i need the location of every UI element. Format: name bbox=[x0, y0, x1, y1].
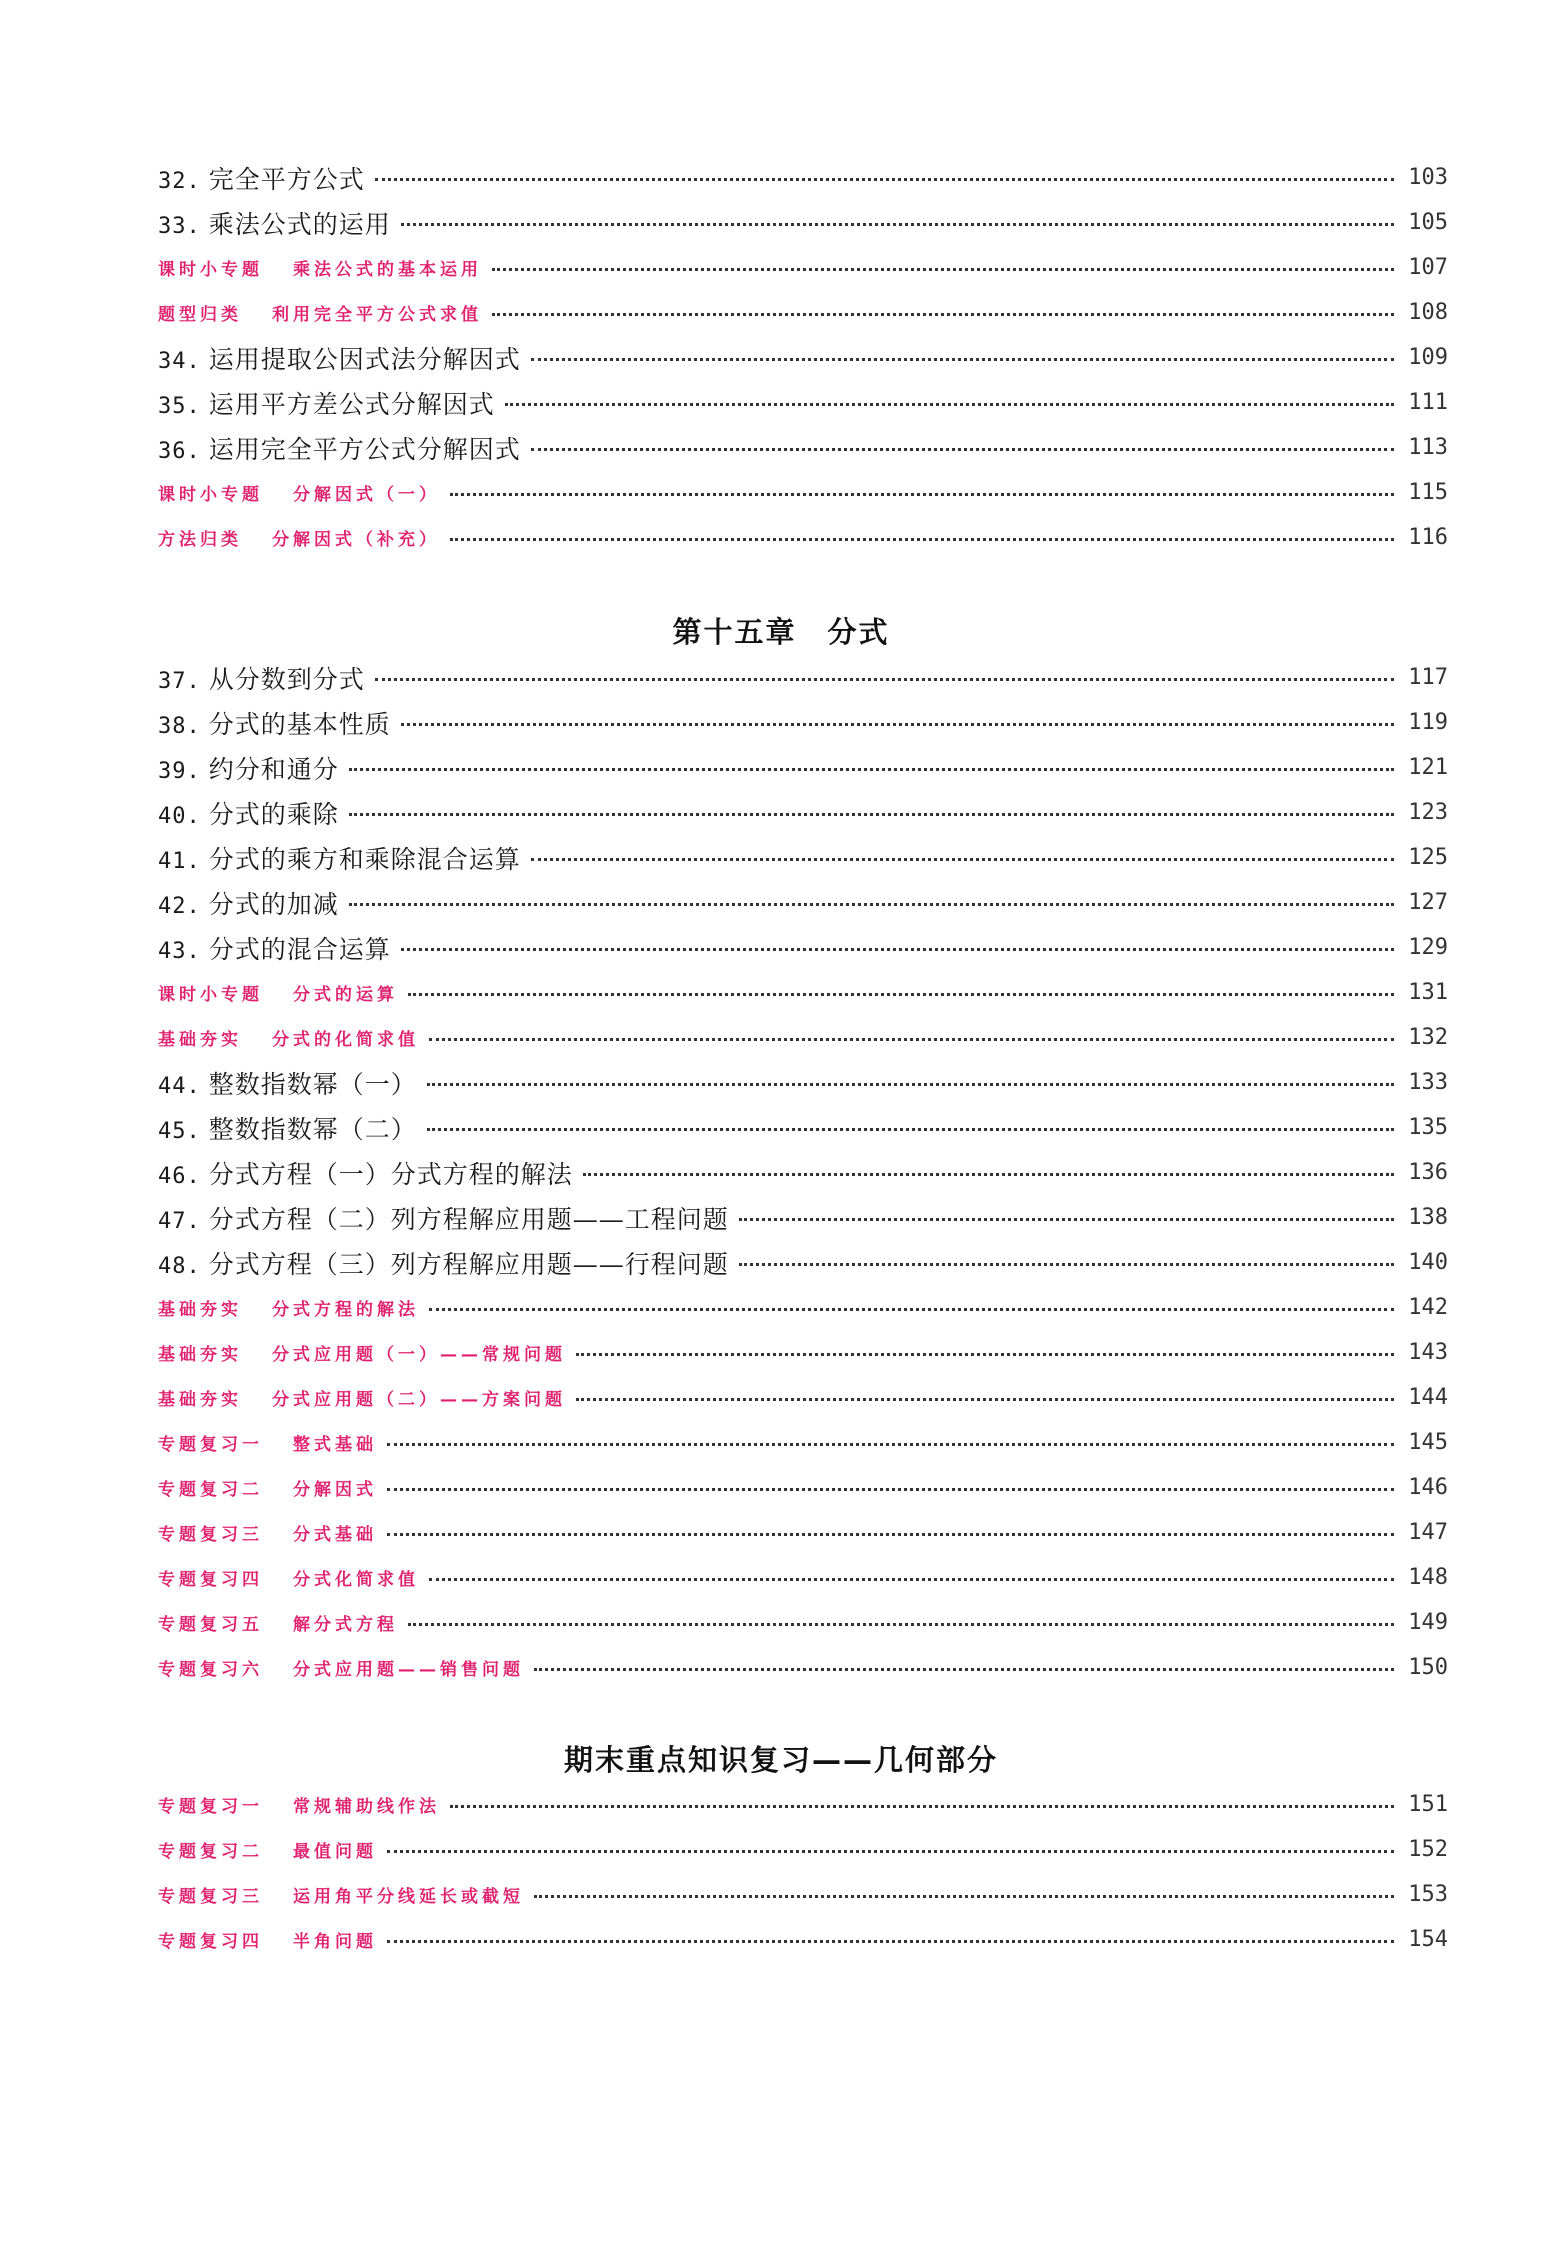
toc-entry-text: 解分式方程 bbox=[293, 1615, 398, 1635]
toc-entry-label: 专题复习二 bbox=[158, 1480, 263, 1500]
toc-entry-text: 分式的乘除 bbox=[208, 799, 339, 829]
dot-leader bbox=[739, 1218, 1394, 1221]
toc-entry-title bbox=[158, 480, 440, 505]
toc-entry-title bbox=[158, 1792, 440, 1817]
toc-entry[interactable] bbox=[158, 880, 1448, 925]
dot-leader bbox=[387, 1488, 1394, 1491]
toc-entry[interactable] bbox=[158, 745, 1448, 790]
dot-leader bbox=[583, 1173, 1394, 1176]
toc-entry[interactable] bbox=[158, 1782, 1448, 1827]
toc-section-algebra bbox=[158, 155, 1448, 560]
dot-leader bbox=[576, 1353, 1394, 1356]
dot-leader bbox=[375, 678, 1394, 681]
toc-page-number: 116 bbox=[1408, 525, 1448, 550]
toc-page-number: 144 bbox=[1408, 1385, 1448, 1410]
toc-entry-text: 完全平方公式 bbox=[208, 164, 365, 194]
toc-entry-title bbox=[158, 255, 482, 280]
toc-entry[interactable] bbox=[158, 425, 1448, 470]
toc-entry-text: 整数指数幂（二） bbox=[208, 1114, 417, 1144]
toc-entry-number: 38. bbox=[158, 713, 201, 739]
toc-entry-title bbox=[158, 1882, 524, 1907]
toc-entry-label: 课时小专题 bbox=[158, 260, 263, 280]
toc-entry-text: 最值问题 bbox=[293, 1842, 377, 1862]
toc-page-number: 153 bbox=[1408, 1882, 1448, 1907]
toc-page-number: 103 bbox=[1408, 165, 1448, 190]
toc-entry-text: 利用完全平方公式求值 bbox=[272, 305, 482, 325]
toc-entry-title bbox=[158, 205, 391, 241]
toc-entry-text: 分式应用题——销售问题 bbox=[293, 1660, 524, 1680]
toc-entry-title bbox=[158, 980, 398, 1005]
toc-entry-text: 分式方程（一）分式方程的解法 bbox=[208, 1159, 573, 1189]
toc-entry-text: 分解因式（一） bbox=[293, 485, 440, 505]
toc-entry-number: 47. bbox=[158, 1208, 201, 1234]
toc-entry-text: 分式的基本性质 bbox=[208, 709, 391, 739]
toc-entry-title bbox=[158, 1430, 377, 1455]
toc-entry-text: 分式的加减 bbox=[208, 889, 339, 919]
toc-entry-number: 34. bbox=[158, 348, 201, 374]
toc-entry-text: 整数指数幂（一） bbox=[208, 1069, 417, 1099]
toc-entry-title bbox=[158, 1837, 377, 1862]
toc-entry-title bbox=[158, 525, 440, 550]
toc-page-number: 154 bbox=[1408, 1927, 1448, 1952]
toc-page-number: 143 bbox=[1408, 1340, 1448, 1365]
toc-entry-label: 专题复习二 bbox=[158, 1842, 263, 1862]
toc-entry-label: 专题复习三 bbox=[158, 1525, 263, 1545]
dot-leader bbox=[531, 448, 1394, 451]
toc-entry-text: 分式化简求值 bbox=[293, 1570, 419, 1590]
toc-entry-text: 运用平方差公式分解因式 bbox=[208, 389, 495, 419]
toc-entry[interactable] bbox=[158, 200, 1448, 245]
toc-entry-number: 46. bbox=[158, 1163, 201, 1189]
toc-entry-text: 分式的运算 bbox=[293, 985, 398, 1005]
toc-entry[interactable] bbox=[158, 1555, 1448, 1600]
toc-entry-label: 专题复习四 bbox=[158, 1570, 263, 1590]
toc-entry[interactable] bbox=[158, 790, 1448, 835]
dot-leader bbox=[387, 1533, 1394, 1536]
toc-entry-title bbox=[158, 1200, 729, 1236]
toc-entry-label: 题型归类 bbox=[158, 305, 242, 325]
toc-page-number: 140 bbox=[1408, 1250, 1448, 1275]
toc-page-number: 136 bbox=[1408, 1160, 1448, 1185]
dot-leader bbox=[387, 1940, 1394, 1943]
chapter-heading: 第十五章 分式 bbox=[672, 615, 890, 649]
toc-entry-title bbox=[158, 660, 365, 696]
dot-leader bbox=[401, 223, 1394, 226]
toc-entry[interactable] bbox=[158, 1195, 1448, 1240]
toc-entry[interactable] bbox=[158, 1015, 1448, 1060]
dot-leader bbox=[401, 948, 1394, 951]
toc-entry-title bbox=[158, 300, 482, 325]
toc-entry[interactable] bbox=[158, 1420, 1448, 1465]
toc-entry-text: 约分和通分 bbox=[208, 754, 339, 784]
toc-entry-label: 基础夯实 bbox=[158, 1390, 242, 1410]
toc-entry-title bbox=[158, 840, 521, 876]
toc-page-number: 117 bbox=[1408, 665, 1448, 690]
toc-entry-title bbox=[158, 385, 495, 421]
toc-entry[interactable] bbox=[158, 1330, 1448, 1375]
dot-leader bbox=[387, 1850, 1394, 1853]
toc-entry-text: 乘法公式的基本运用 bbox=[293, 260, 482, 280]
toc-entry-title bbox=[158, 795, 339, 831]
toc-entry-title bbox=[158, 1065, 417, 1101]
toc-entry-text: 分式的乘方和乘除混合运算 bbox=[208, 844, 521, 874]
toc-page-number: 107 bbox=[1408, 255, 1448, 280]
toc-entry[interactable] bbox=[158, 970, 1448, 1015]
toc-entry-title bbox=[158, 1110, 417, 1146]
toc-entry[interactable] bbox=[158, 1285, 1448, 1330]
toc-entry-title bbox=[158, 1025, 419, 1050]
toc-entry-title bbox=[158, 1340, 566, 1365]
toc-entry[interactable] bbox=[158, 245, 1448, 290]
toc-entry-label: 专题复习六 bbox=[158, 1660, 263, 1680]
toc-entry-number: 44. bbox=[158, 1073, 201, 1099]
toc-entry-label: 课时小专题 bbox=[158, 985, 263, 1005]
toc-entry[interactable] bbox=[158, 155, 1448, 200]
dot-leader bbox=[375, 178, 1394, 181]
toc-entry-title bbox=[158, 1295, 419, 1320]
toc-entry-title bbox=[158, 1520, 377, 1545]
dot-leader bbox=[505, 403, 1394, 406]
toc-page-number: 146 bbox=[1408, 1475, 1448, 1500]
toc-page-number: 142 bbox=[1408, 1295, 1448, 1320]
dot-leader bbox=[534, 1668, 1394, 1671]
toc-page-number: 150 bbox=[1408, 1655, 1448, 1680]
toc-entry-text: 分式方程的解法 bbox=[272, 1300, 419, 1320]
toc-page-number: 145 bbox=[1408, 1430, 1448, 1455]
toc-entry-text: 分解因式（补充） bbox=[272, 530, 440, 550]
toc-page-number: 138 bbox=[1408, 1205, 1448, 1230]
toc-page-number: 115 bbox=[1408, 480, 1448, 505]
toc-page-number: 113 bbox=[1408, 435, 1448, 460]
toc-entry-title bbox=[158, 1475, 377, 1500]
toc-entry-number: 39. bbox=[158, 758, 201, 784]
toc-entry[interactable] bbox=[158, 515, 1448, 560]
dot-leader bbox=[387, 1443, 1394, 1446]
toc-page-number: 125 bbox=[1408, 845, 1448, 870]
toc-entry-text: 乘法公式的运用 bbox=[208, 209, 391, 239]
toc-page-number: 109 bbox=[1408, 345, 1448, 370]
toc-entry-text: 分解因式 bbox=[293, 1480, 377, 1500]
toc-entry-title bbox=[158, 1385, 566, 1410]
toc-page-number: 105 bbox=[1408, 210, 1448, 235]
dot-leader bbox=[739, 1263, 1394, 1266]
toc-entry-text: 运用角平分线延长或截短 bbox=[293, 1887, 524, 1907]
toc-page-number: 111 bbox=[1408, 390, 1448, 415]
toc-entry-title bbox=[158, 705, 391, 741]
toc-entry[interactable] bbox=[158, 1872, 1448, 1917]
toc-page-number: 123 bbox=[1408, 800, 1448, 825]
dot-leader bbox=[429, 1038, 1394, 1041]
toc-entry[interactable] bbox=[158, 655, 1448, 700]
toc-entry[interactable] bbox=[158, 290, 1448, 335]
toc-entry[interactable] bbox=[158, 1150, 1448, 1195]
dot-leader bbox=[401, 723, 1394, 726]
toc-entry-label: 基础夯实 bbox=[158, 1300, 242, 1320]
toc-entry-text: 分式方程（三）列方程解应用题——行程问题 bbox=[208, 1249, 729, 1279]
toc-section-fractions bbox=[158, 655, 1448, 1690]
dot-leader bbox=[450, 538, 1394, 541]
toc-entry-number: 32. bbox=[158, 168, 201, 194]
toc-entry-number: 33. bbox=[158, 213, 201, 239]
toc-entry[interactable] bbox=[158, 1375, 1448, 1420]
toc-entry-number: 40. bbox=[158, 803, 201, 829]
toc-entry-title bbox=[158, 1245, 729, 1281]
toc-entry-title bbox=[158, 1565, 419, 1590]
toc-entry-label: 课时小专题 bbox=[158, 485, 263, 505]
dot-leader bbox=[576, 1398, 1394, 1401]
toc-entry-title bbox=[158, 1927, 377, 1952]
dot-leader bbox=[349, 903, 1394, 906]
toc-entry[interactable] bbox=[158, 700, 1448, 745]
toc-entry-number: 42. bbox=[158, 893, 201, 919]
toc-entry[interactable] bbox=[158, 470, 1448, 515]
final-review-heading: 期末重点知识复习——几何部分 bbox=[563, 1743, 998, 1777]
toc-entry[interactable] bbox=[158, 1827, 1448, 1872]
toc-entry-label: 基础夯实 bbox=[158, 1345, 242, 1365]
toc-entry-title bbox=[158, 885, 339, 921]
dot-leader bbox=[349, 813, 1394, 816]
toc-page-number: 131 bbox=[1408, 980, 1448, 1005]
dot-leader bbox=[408, 1623, 1394, 1626]
toc-entry-label: 专题复习四 bbox=[158, 1932, 263, 1952]
dot-leader bbox=[349, 768, 1394, 771]
toc-entry-title bbox=[158, 430, 521, 466]
toc-entry[interactable] bbox=[158, 925, 1448, 970]
toc-page-number: 149 bbox=[1408, 1610, 1448, 1635]
toc-page-number: 148 bbox=[1408, 1565, 1448, 1590]
toc-entry[interactable] bbox=[158, 1105, 1448, 1150]
toc-entry-title bbox=[158, 1655, 524, 1680]
toc-entry-label: 专题复习一 bbox=[158, 1435, 263, 1455]
toc-entry-title bbox=[158, 1155, 573, 1191]
toc-entry-text: 整式基础 bbox=[293, 1435, 377, 1455]
toc-entry-label: 基础夯实 bbox=[158, 1030, 242, 1050]
toc-entry[interactable] bbox=[158, 1600, 1448, 1645]
toc-entry-number: 45. bbox=[158, 1118, 201, 1144]
toc-entry-text: 分式基础 bbox=[293, 1525, 377, 1545]
toc-entry-text: 分式方程（二）列方程解应用题——工程问题 bbox=[208, 1204, 729, 1234]
toc-entry-number: 48. bbox=[158, 1253, 201, 1279]
toc-entry[interactable] bbox=[158, 1917, 1448, 1962]
dot-leader bbox=[408, 993, 1394, 996]
toc-entry[interactable] bbox=[158, 1060, 1448, 1105]
toc-entry-number: 37. bbox=[158, 668, 201, 694]
dot-leader bbox=[534, 1895, 1394, 1898]
toc-entry[interactable] bbox=[158, 1240, 1448, 1285]
toc-entry[interactable] bbox=[158, 380, 1448, 425]
toc-entry-label: 专题复习一 bbox=[158, 1797, 263, 1817]
toc-entry-text: 运用完全平方公式分解因式 bbox=[208, 434, 521, 464]
toc-entry-number: 36. bbox=[158, 438, 201, 464]
toc-entry-text: 分式的化简求值 bbox=[272, 1030, 419, 1050]
toc-page-number: 127 bbox=[1408, 890, 1448, 915]
toc-page-number: 129 bbox=[1408, 935, 1448, 960]
toc-entry[interactable] bbox=[158, 835, 1448, 880]
toc-entry-title bbox=[158, 750, 339, 786]
dot-leader bbox=[450, 1805, 1394, 1808]
toc-entry[interactable] bbox=[158, 335, 1448, 380]
dot-leader bbox=[429, 1308, 1394, 1311]
toc-entry-text: 运用提取公因式法分解因式 bbox=[208, 344, 521, 374]
dot-leader bbox=[492, 268, 1394, 271]
toc-entry-text: 分式应用题（一）——常规问题 bbox=[272, 1345, 566, 1365]
toc-entry-title bbox=[158, 1610, 398, 1635]
toc-page-number: 119 bbox=[1408, 710, 1448, 735]
toc-section-geometry-review bbox=[158, 1782, 1448, 1962]
dot-leader bbox=[427, 1083, 1394, 1086]
dot-leader bbox=[450, 493, 1394, 496]
toc-entry-title bbox=[158, 930, 391, 966]
toc-page-number: 135 bbox=[1408, 1115, 1448, 1140]
toc-entry-text: 分式的混合运算 bbox=[208, 934, 391, 964]
toc-entry-number: 43. bbox=[158, 938, 201, 964]
toc-entry-title bbox=[158, 340, 521, 376]
dot-leader bbox=[429, 1578, 1394, 1581]
dot-leader bbox=[492, 313, 1394, 316]
toc-page-number: 108 bbox=[1408, 300, 1448, 325]
toc-entry-text: 分式应用题（二）——方案问题 bbox=[272, 1390, 566, 1410]
dot-leader bbox=[531, 858, 1394, 861]
toc-entry-number: 41. bbox=[158, 848, 201, 874]
toc-entry-number: 35. bbox=[158, 393, 201, 419]
toc-entry-label: 专题复习三 bbox=[158, 1887, 263, 1907]
toc-page-number: 132 bbox=[1408, 1025, 1448, 1050]
toc-page-number: 151 bbox=[1408, 1792, 1448, 1817]
toc-entry-label: 方法归类 bbox=[158, 530, 242, 550]
toc-entry-text: 半角问题 bbox=[293, 1932, 377, 1952]
toc-entry[interactable] bbox=[158, 1465, 1448, 1510]
toc-entry-text: 从分数到分式 bbox=[208, 664, 365, 694]
toc-page-number: 152 bbox=[1408, 1837, 1448, 1862]
toc-page-number: 121 bbox=[1408, 755, 1448, 780]
toc-page-number: 133 bbox=[1408, 1070, 1448, 1095]
toc-entry[interactable] bbox=[158, 1645, 1448, 1690]
toc-entry-text: 常规辅助线作法 bbox=[293, 1797, 440, 1817]
dot-leader bbox=[531, 358, 1394, 361]
toc-page-number: 147 bbox=[1408, 1520, 1448, 1545]
toc-entry-title bbox=[158, 160, 365, 196]
dot-leader bbox=[427, 1128, 1394, 1131]
toc-entry[interactable] bbox=[158, 1510, 1448, 1555]
toc-entry-label: 专题复习五 bbox=[158, 1615, 263, 1635]
